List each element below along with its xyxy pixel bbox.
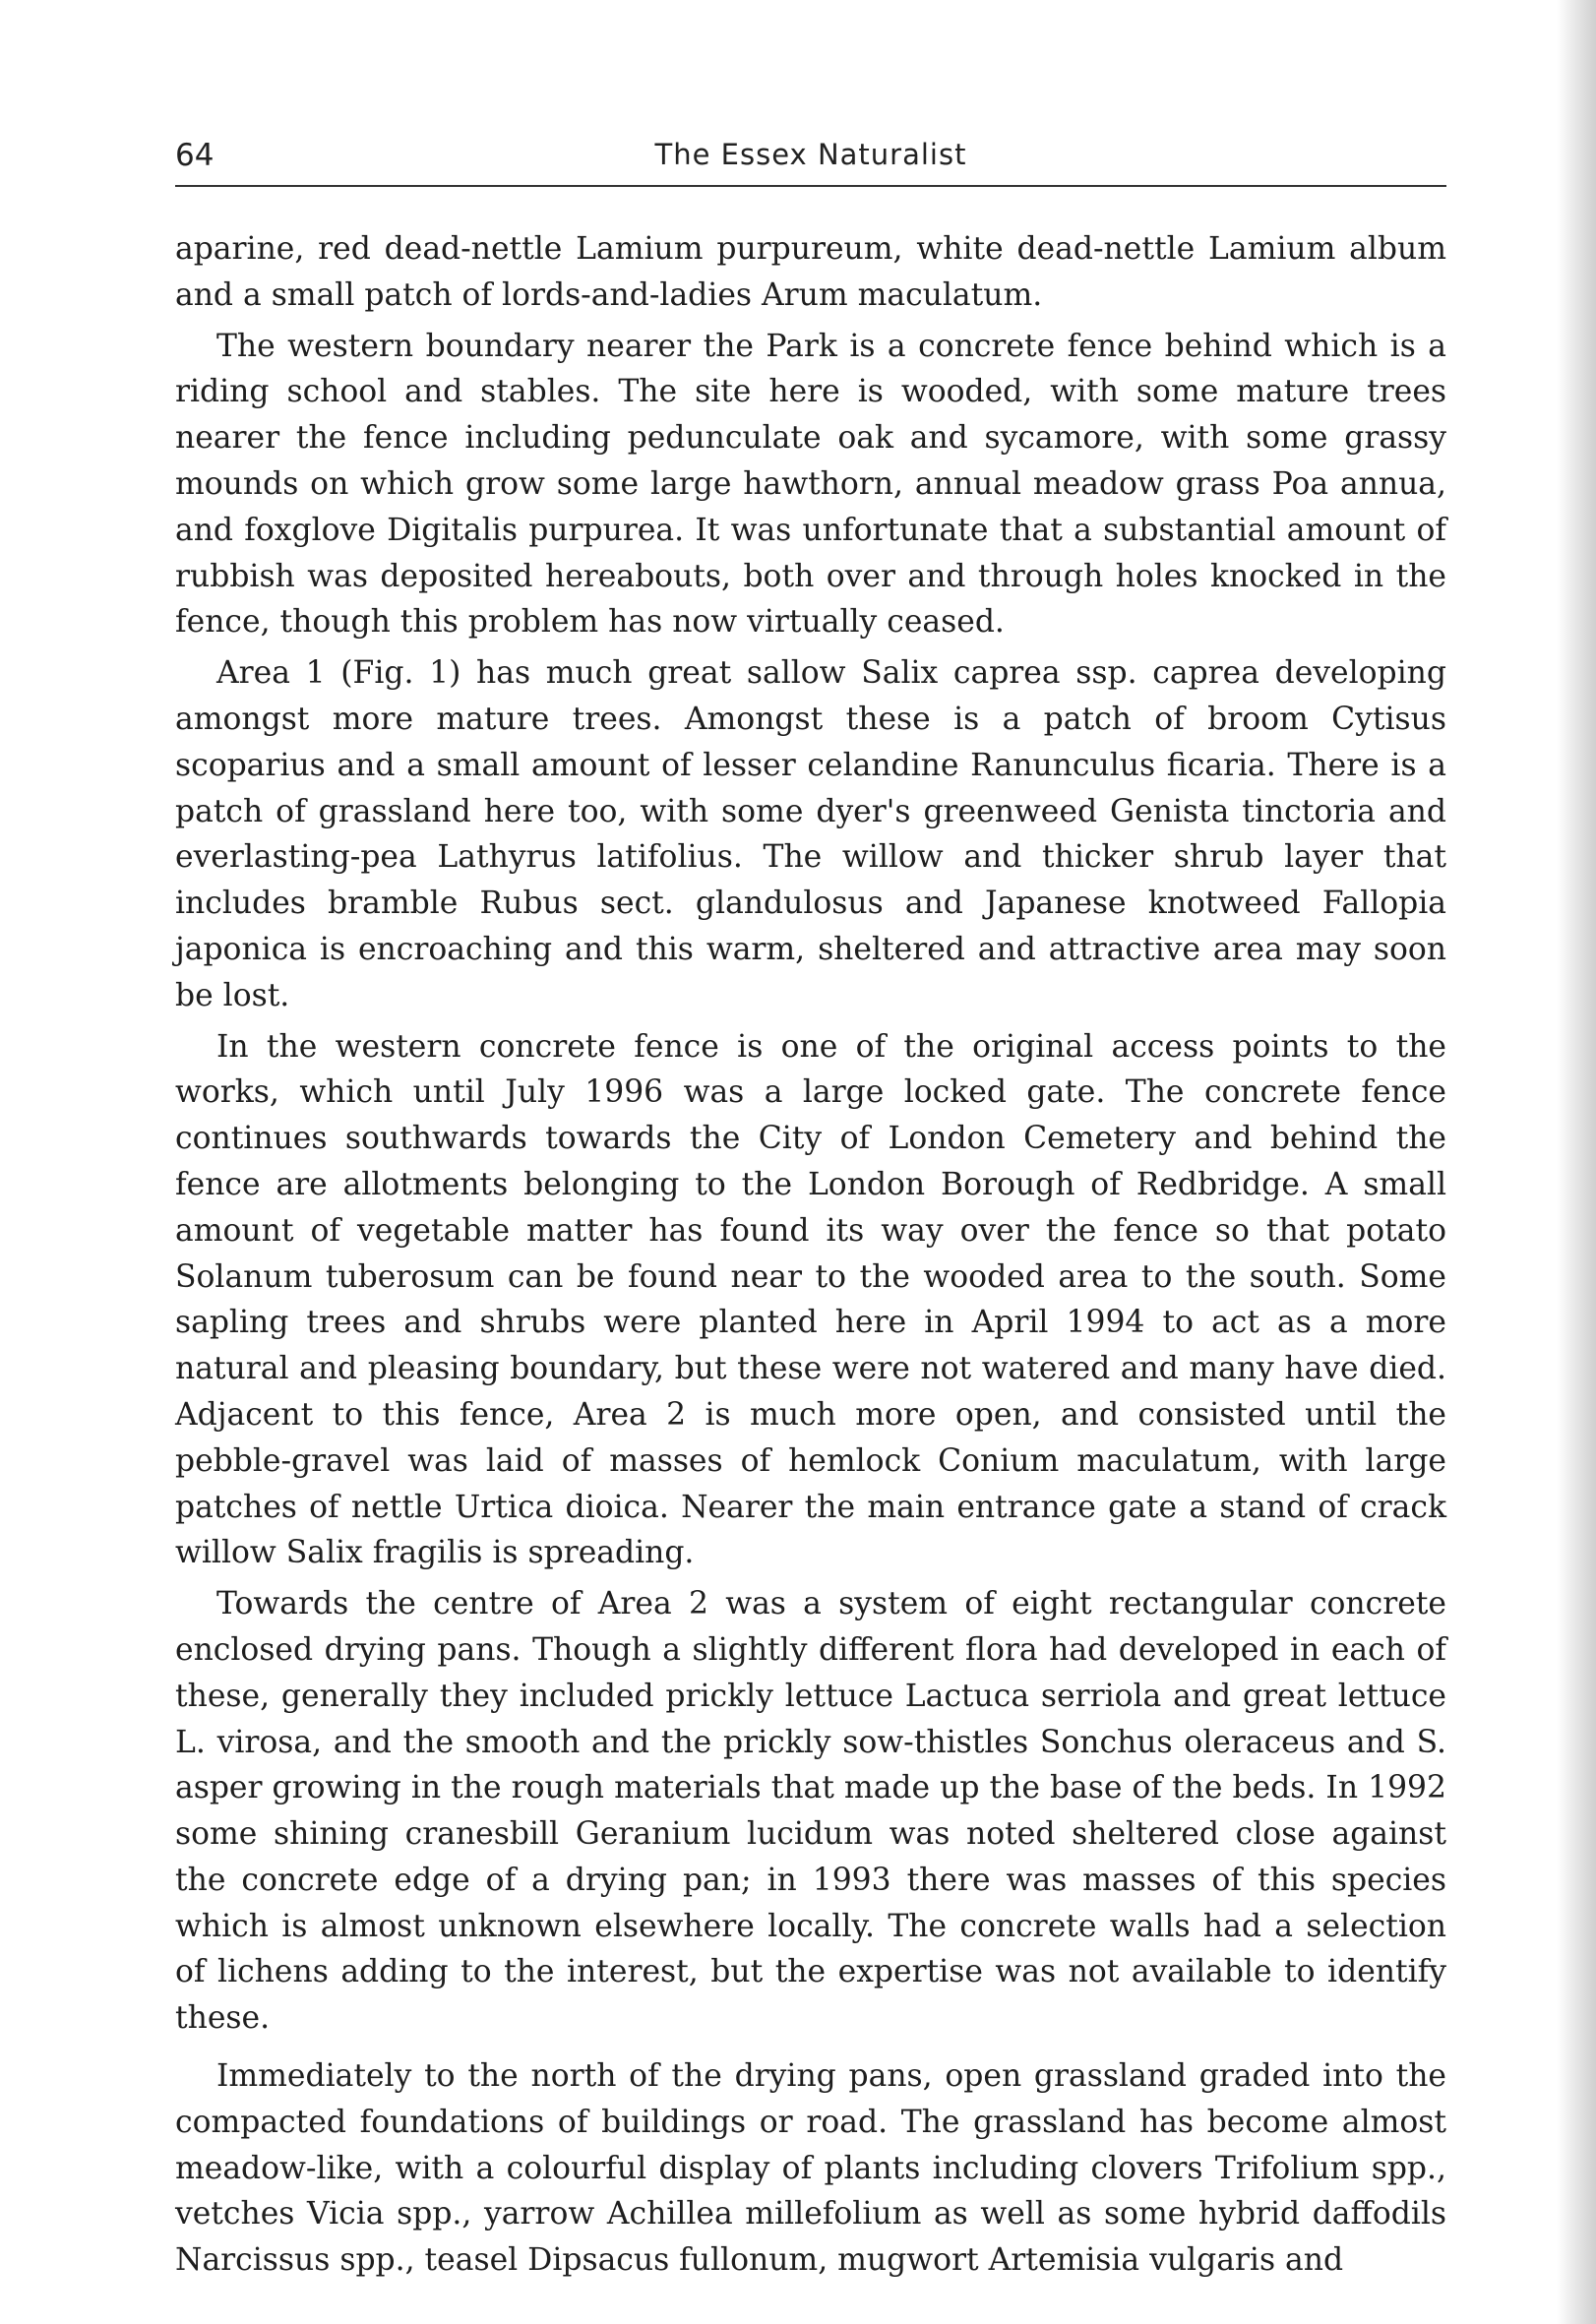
header-rule [175,185,1446,187]
paragraph-area-1: Area 1 (Fig. 1) has much great sallow Salix caprea ssp. caprea developing amongst more mature trees. Amongst these is a patch of broom Cytisus scoparius and a small amount of lesser celandine Ranunculus ficaria. There is a patch of grassland here too, with some dyer's greenweed Genista tinctoria and everlasting-pea Lathyrus latifolius. The willow and thicker shrub layer that includes bramble Rubus sect. glandulosus and Japanese knotweed Fallopia japonica is encroaching and this warm, sheltered and attractive area may soon be lost. [175,655,1446,1013]
paragraph-western-fence: In the western concrete fence is one of the original access points to the works, which until July 1996 was a large locked gate. The concrete fence continues southwards towards the City of London Cemetery and behind the fence are allotments belonging to the London Borough of Redbridge. A small amount of vegetable matter has found its way over the fence so that potato Solanum tuberosum can be found near to the wooded area to the south. Some sapling trees and shrubs were planted here in April 1994 to act as a more natural and pleasing boundary, but these were not watered and many have died. Adjacent to this fence, Area 2 is much more open, and consisted until the pebble-gravel was laid of masses of hemlock Conium maculatum, with large patches of nettle Urtica dioica. Nearer the main entrance gate a stand of crack willow Salix fragilis is spreading. [175,1028,1446,1571]
paragraph-grassland: Immediately to the north of the drying pans, open grassland graded into the compacted foundations of buildings or road. The grassland has become almost meadow-like, with a colourful display of plants including clovers Trifolium spp., vetches Vicia spp., yarrow Achillea millefolium as well as some hybrid daffodils Narcissus spp., teasel Dipsacus fullonum, mugwort Artemisia vulgaris and [175,2058,1446,2279]
scan-page-edge-shadow [1557,0,1596,2324]
running-head-journal-title: The Essex Naturalist [654,138,967,171]
paragraph-continued: aparine, red dead-nettle Lamium purpureum, white dead-nettle Lamium album and a small patch of lords-and-ladies Arum maculatum. [175,231,1446,313]
article-body [175,226,1446,2284]
page-header [175,138,1446,181]
paragraph-drying-pans: Towards the centre of Area 2 was a system of eight rectangular concrete enclosed drying pans. Though a slightly different flora had developed in each of these, generally they included prickly lettuce Lactuca serriola and great lettuce L. virosa, and the smooth and the prickly sow-thistles Sonchus oleraceus and S. asper growing in the rough materials that made up the base of the beds. In 1992 some shining cranesbill Geranium lucidum was noted sheltered close against the concrete edge of a drying pan; in 1993 there was masses of this species which is almost unknown elsewhere locally. The concrete walls had a selection of lichens adding to the interest, but the expertise was not available to identify these. [175,1586,1446,2037]
page-number: 64 [175,138,215,173]
paragraph-western-boundary: The western boundary nearer the Park is a concrete fence behind which is a riding school and stables. The site here is wooded, with some mature trees nearer the fence including pedunculate oak and sycamore, with some grassy mounds on which grow some large hawthorn, annual meadow grass Poa annua, and foxglove Digitalis purpurea. It was unfortunate that a substantial amount of rubbish was deposited hereabouts, both over and through holes knocked in the fence, though this problem has now virtually ceased. [175,328,1446,641]
